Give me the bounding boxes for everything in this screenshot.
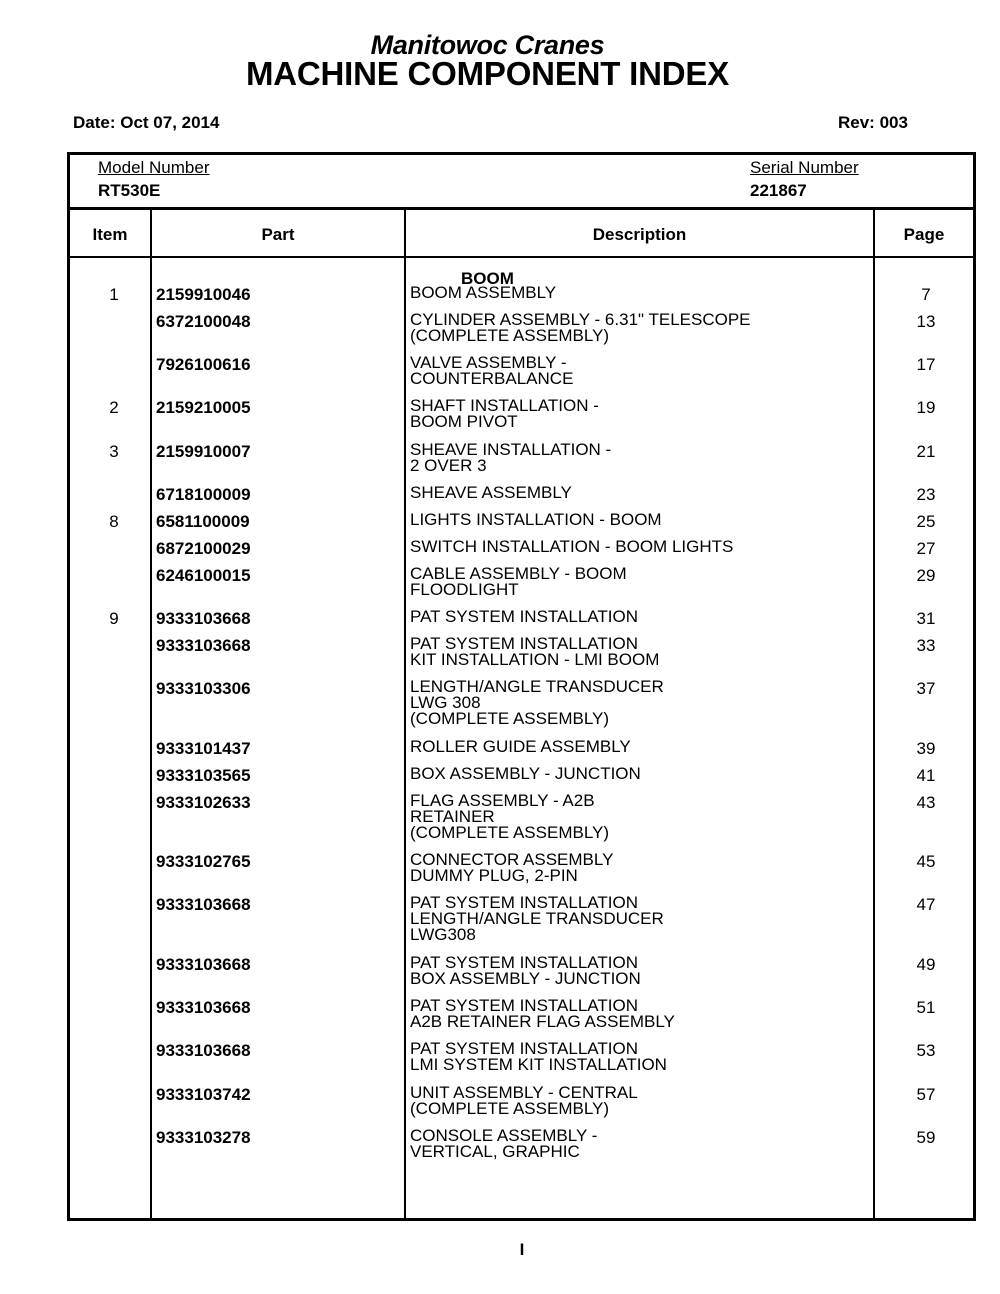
- row-part-number: 9333103742: [156, 1085, 251, 1104]
- row-description-line: CABLE ASSEMBLY - BOOM: [410, 564, 627, 583]
- column-divider-item: [150, 210, 152, 1218]
- row-description-line: SHEAVE INSTALLATION -: [410, 440, 612, 459]
- row-part-number: 9333103668: [156, 1041, 251, 1060]
- header-divider: [70, 207, 973, 210]
- serial-number-label: Serial Number: [750, 158, 859, 177]
- component-index-table: [67, 152, 976, 1221]
- row-description: [410, 955, 870, 987]
- row-description-line: CONNECTOR ASSEMBLY: [410, 850, 614, 869]
- row-description: [410, 998, 870, 1030]
- row-description: [410, 539, 870, 555]
- row-part-number: 6872100029: [156, 539, 251, 558]
- row-page: 41: [916, 766, 936, 785]
- column-header-part: Part: [261, 225, 295, 244]
- row-part-number: 6246100015: [156, 566, 251, 585]
- row-description-line: CYLINDER ASSEMBLY - 6.31" TELESCOPE: [410, 310, 751, 329]
- row-page: 43: [916, 793, 936, 812]
- row-page: 31: [916, 609, 936, 628]
- page-number: I: [519, 1240, 525, 1259]
- row-description-line: BOX ASSEMBLY - JUNCTION: [410, 969, 641, 988]
- row-item: 2: [109, 398, 119, 417]
- row-part-number: 2159910007: [156, 442, 251, 461]
- row-page: 51: [916, 998, 936, 1017]
- row-description-line: ROLLER GUIDE ASSEMBLY: [410, 737, 631, 756]
- column-divider-part: [404, 210, 406, 1218]
- row-description-line: PAT SYSTEM INSTALLATION: [410, 634, 638, 653]
- row-part-number: 2159910046: [156, 285, 251, 304]
- row-description-line: SWITCH INSTALLATION - BOOM LIGHTS: [410, 537, 734, 556]
- row-description-line: BOX ASSEMBLY - JUNCTION: [410, 764, 641, 783]
- row-part-number: 2159210005: [156, 398, 251, 417]
- row-page: 7: [921, 285, 931, 304]
- row-part-number: 9333103668: [156, 998, 251, 1017]
- row-page: 17: [916, 355, 936, 374]
- row-part-number: 9333103278: [156, 1128, 251, 1147]
- row-description: [410, 312, 870, 344]
- row-description: [410, 442, 870, 474]
- row-description-line: VALVE ASSEMBLY -: [410, 353, 567, 372]
- row-description: [410, 739, 870, 755]
- row-description-line: SHAFT INSTALLATION -: [410, 396, 599, 415]
- row-description-line: LWG 308: [410, 693, 481, 712]
- row-description: [410, 895, 870, 943]
- row-page: 13: [916, 312, 936, 331]
- row-page: 29: [916, 566, 936, 585]
- row-description-line: LMI SYSTEM KIT INSTALLATION: [410, 1055, 667, 1074]
- row-page: 25: [916, 512, 936, 531]
- row-description-line: PAT SYSTEM INSTALLATION: [410, 953, 638, 972]
- row-description: [410, 355, 870, 387]
- row-part-number: 6581100009: [156, 512, 250, 531]
- serial-number-value: 221867: [750, 181, 807, 200]
- row-description-line: FLOODLIGHT: [410, 580, 519, 599]
- row-part-number: 9333102633: [156, 793, 251, 812]
- row-part-number: 6372100048: [156, 312, 251, 331]
- row-part-number: 9333103306: [156, 679, 251, 698]
- row-page: 47: [916, 895, 936, 914]
- row-description: [410, 793, 870, 841]
- section-title: BOOM: [461, 269, 514, 288]
- row-page: 21: [916, 442, 936, 461]
- brand-title: Manitowoc Cranes: [370, 30, 605, 60]
- row-description: [410, 609, 870, 625]
- row-description: [410, 1041, 870, 1073]
- row-page: 27: [916, 539, 936, 558]
- row-description-line: RETAINER: [410, 807, 495, 826]
- model-number-label: Model Number: [98, 158, 210, 177]
- row-description: [410, 285, 870, 301]
- row-part-number: 9333103668: [156, 609, 251, 628]
- row-part-number: 6718100009: [156, 485, 251, 504]
- revision-label: Rev: 003: [838, 113, 908, 132]
- row-description-line: PAT SYSTEM INSTALLATION: [410, 607, 638, 626]
- row-description-line: LIGHTS INSTALLATION - BOOM: [410, 510, 662, 529]
- row-description-line: PAT SYSTEM INSTALLATION: [410, 1039, 638, 1058]
- row-description-line: UNIT ASSEMBLY - CENTRAL: [410, 1083, 638, 1102]
- row-description: [410, 1128, 870, 1160]
- row-item: 9: [109, 609, 119, 628]
- row-description: [410, 766, 870, 782]
- row-description: [410, 485, 870, 501]
- column-header-description: Description: [592, 225, 687, 244]
- row-description-line: A2B RETAINER FLAG ASSEMBLY: [410, 1012, 675, 1031]
- row-description-line: (COMPLETE ASSEMBLY): [410, 823, 610, 842]
- row-description-line: (COMPLETE ASSEMBLY): [410, 326, 610, 345]
- row-page: 49: [916, 955, 936, 974]
- column-header-divider: [70, 256, 973, 258]
- column-header-item: Item: [92, 225, 128, 244]
- row-description: [410, 636, 870, 668]
- row-description-line: PAT SYSTEM INSTALLATION: [410, 996, 638, 1015]
- row-description-line: LWG308: [410, 925, 476, 944]
- model-number-value: RT530E: [98, 181, 161, 200]
- row-description-line: 2 OVER 3: [410, 456, 487, 475]
- row-description-line: (COMPLETE ASSEMBLY): [410, 1099, 610, 1118]
- row-description: [410, 852, 870, 884]
- row-part-number: 9333103668: [156, 895, 251, 914]
- row-description-line: (COMPLETE ASSEMBLY): [410, 709, 610, 728]
- row-page: 37: [916, 679, 936, 698]
- row-item: 8: [109, 512, 119, 531]
- row-description: [410, 512, 870, 528]
- row-page: 39: [916, 739, 936, 758]
- column-divider-description: [873, 210, 875, 1218]
- row-item: 1: [109, 285, 119, 304]
- row-description-line: KIT INSTALLATION - LMI BOOM: [410, 650, 660, 669]
- row-part-number: 9333102765: [156, 852, 251, 871]
- row-description-line: BOOM PIVOT: [410, 412, 518, 431]
- row-page: 33: [916, 636, 936, 655]
- row-page: 59: [916, 1128, 936, 1147]
- row-description: [410, 679, 870, 727]
- column-header-page: Page: [903, 225, 945, 244]
- row-page: 23: [916, 485, 936, 504]
- row-description-line: DUMMY PLUG, 2-PIN: [410, 866, 578, 885]
- row-page: 57: [916, 1085, 936, 1104]
- row-description-line: VERTICAL, GRAPHIC: [410, 1142, 580, 1161]
- row-description-line: PAT SYSTEM INSTALLATION: [410, 893, 638, 912]
- row-part-number: 9333101437: [156, 739, 251, 758]
- row-description-line: FLAG ASSEMBLY - A2B: [410, 791, 595, 810]
- row-description-line: CONSOLE ASSEMBLY -: [410, 1126, 598, 1145]
- date-label: Date: Oct 07, 2014: [73, 113, 220, 132]
- row-description: [410, 566, 870, 598]
- row-description-line: SHEAVE ASSEMBLY: [410, 483, 572, 502]
- row-part-number: 9333103565: [156, 766, 251, 785]
- row-part-number: 9333103668: [156, 955, 251, 974]
- row-description: [410, 398, 870, 430]
- row-item: 3: [109, 442, 119, 461]
- row-description-line: LENGTH/ANGLE TRANSDUCER: [410, 909, 664, 928]
- row-page: 19: [916, 398, 936, 417]
- page-title: MACHINE COMPONENT INDEX: [245, 55, 730, 92]
- row-page: 53: [916, 1041, 936, 1060]
- row-description: [410, 1085, 870, 1117]
- row-page: 45: [916, 852, 936, 871]
- row-description-line: COUNTERBALANCE: [410, 369, 574, 388]
- row-description-line: BOOM ASSEMBLY: [410, 283, 557, 302]
- row-description-line: LENGTH/ANGLE TRANSDUCER: [410, 677, 664, 696]
- row-part-number: 7926100616: [156, 355, 251, 374]
- row-part-number: 9333103668: [156, 636, 251, 655]
